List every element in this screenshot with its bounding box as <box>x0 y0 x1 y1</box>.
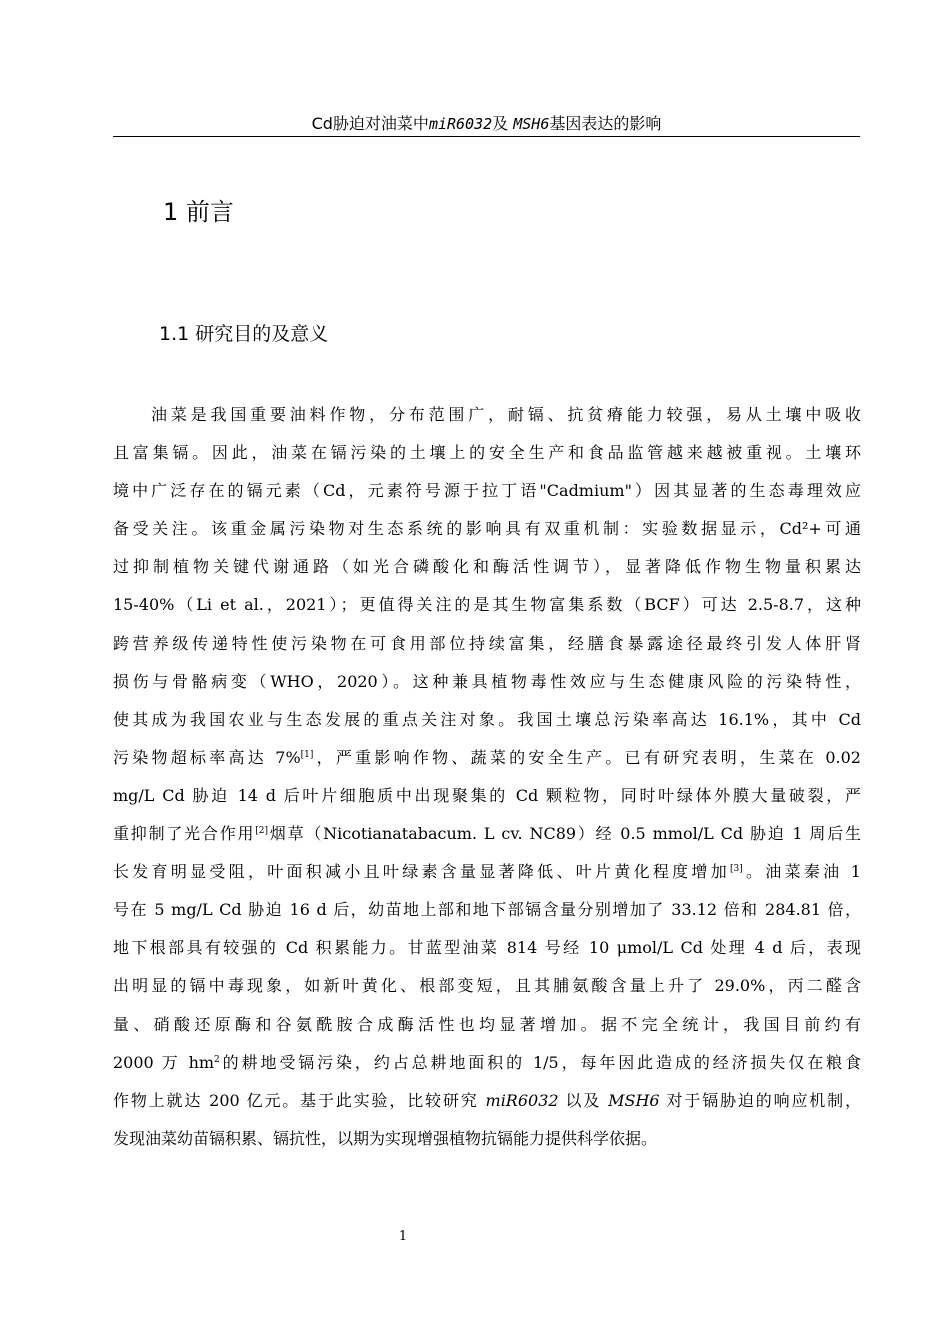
line-text: 作物上就达 200 亿元。基于此实验，比较研究 <box>113 1090 486 1110</box>
paragraph-line: 号在 5 mg/L Cd 胁迫 16 d 后，幼苗地上部和地下部镉含量分别增加了 33.12 倍和 284.81 倍， <box>113 900 861 920</box>
header-gene-mir6032: miR6032 <box>428 115 493 133</box>
paragraph-line: 跨营养级传递特性使污染物在可食用部位持续富集，经膳食暴露途径最终引发人体肝肾 <box>113 633 861 653</box>
page-number: 1 <box>398 1229 408 1244</box>
body-paragraph <box>113 396 861 1158</box>
header-title-prefix: Cd胁迫对油菜中 <box>311 114 429 133</box>
gene-name-mir6032: miR6032 <box>485 1090 559 1110</box>
line-text: 以及 <box>558 1090 609 1110</box>
paragraph-line <box>113 739 861 777</box>
paragraph-line: 油菜是我国重要油料作物，分布范围广，耐镉、抗贫瘠能力较强，易从土壤中吸收 <box>151 405 861 424</box>
section-title: 1.1 研究目的及意义 <box>159 323 329 345</box>
gene-name-msh6: MSH6 <box>608 1090 660 1110</box>
paragraph-line: 过抑制植物关键代谢通路（如光合磷酸化和酶活性调节），显著降低作物生物量积累达 <box>113 557 861 577</box>
paragraph-line: 地下根部具有较强的 Cd 积累能力。甘蓝型油菜 814 号经 10 μmol/L Cd 处理 4 d 后，表现 <box>113 938 861 958</box>
header-title-suffix: 基因表达的影响 <box>549 114 662 133</box>
paragraph-line: mg/L Cd 胁迫 14 d 后叶片细胞质中出现聚集的 Cd 颗粒物，同时叶绿体外膜大量破裂，严 <box>113 785 861 805</box>
line-text: 的耕地受镉污染，约占总耕地面积的 1/5，每年因此造成的经济损失仅在粮食 <box>219 1052 861 1072</box>
paragraph-line: 出明显的镉中毒现象，如新叶黄化、根部变短，且其脯氨酸含量上升了 29.0%，丙二醛含 <box>113 976 861 996</box>
paragraph-line <box>113 853 861 891</box>
superscript: 2 <box>214 1054 220 1065</box>
paragraph-line <box>113 815 861 853</box>
line-text: 对于镉胁迫的响应机制， <box>659 1090 861 1110</box>
header-title-mid: 及 <box>492 114 514 133</box>
citation-ref: [2] <box>255 826 269 837</box>
line-text: 长发育明显受阻，叶面积减小且叶绿素含量显著降低、叶片黄化程度增加 <box>113 862 730 882</box>
paragraph-line: 备受关注。该重金属污染物对生态系统的影响具有双重机制：实验数据显示，Cd²+可通 <box>113 519 861 539</box>
line-text: 。油菜秦油 1 <box>742 862 861 882</box>
paragraph-line <box>113 1082 861 1120</box>
paragraph-line <box>113 1044 861 1082</box>
paragraph-line: 损伤与骨骼病变（WHO，2020）。这种兼具植物毒性效应与生态健康风险的污染特性， <box>113 671 861 691</box>
line-text: 2000 万 hm <box>113 1052 215 1072</box>
paragraph-line: 量、硝酸还原酶和谷氨酰胺合成酶活性也均显著增加。据不完全统计，我国目前约有 <box>113 1014 861 1034</box>
citation-ref: [3] <box>730 864 743 875</box>
citation-ref: [1] <box>300 749 314 760</box>
header-gene-msh6: MSH6 <box>513 115 550 133</box>
paragraph-line: 且富集镉。因此，油菜在镉污染的土壤上的安全生产和食品监管越来越被重视。土壤环 <box>113 443 861 463</box>
line-text: 烟草（Nicotianatabacum. L cv. NC89）经 0.5 mmol/L Cd 胁迫 1 周后生 <box>268 824 861 844</box>
paragraph-line: 15-40%（Li et al.，2021）；更值得关注的是其生物富集系数（BCF）可达 2.5-8.7，这种 <box>113 595 861 615</box>
line-text: 污染物超标率高达 7% <box>113 747 301 767</box>
line-text: 重抑制了光合作用 <box>113 824 256 844</box>
paragraph-line: 境中广泛存在的镉元素（Cd，元素符号源于拉丁语"Cadmium"）因其显著的生态毒理效应 <box>113 481 861 501</box>
line-text: ，严重影响作物、蔬菜的安全生产。已有研究表明，生菜在 0.02 <box>313 747 861 767</box>
paragraph-line: 使其成为我国农业与生态发展的重点关注对象。我国土壤总污染率高达 16.1%，其中 Cd <box>113 709 861 729</box>
paragraph-line: 发现油菜幼苗镉积累、镉抗性，以期为实现增强植物抗镉能力提供科学依据。 <box>113 1128 658 1148</box>
running-header <box>113 114 860 137</box>
chapter-title: 1 前言 <box>163 198 234 226</box>
